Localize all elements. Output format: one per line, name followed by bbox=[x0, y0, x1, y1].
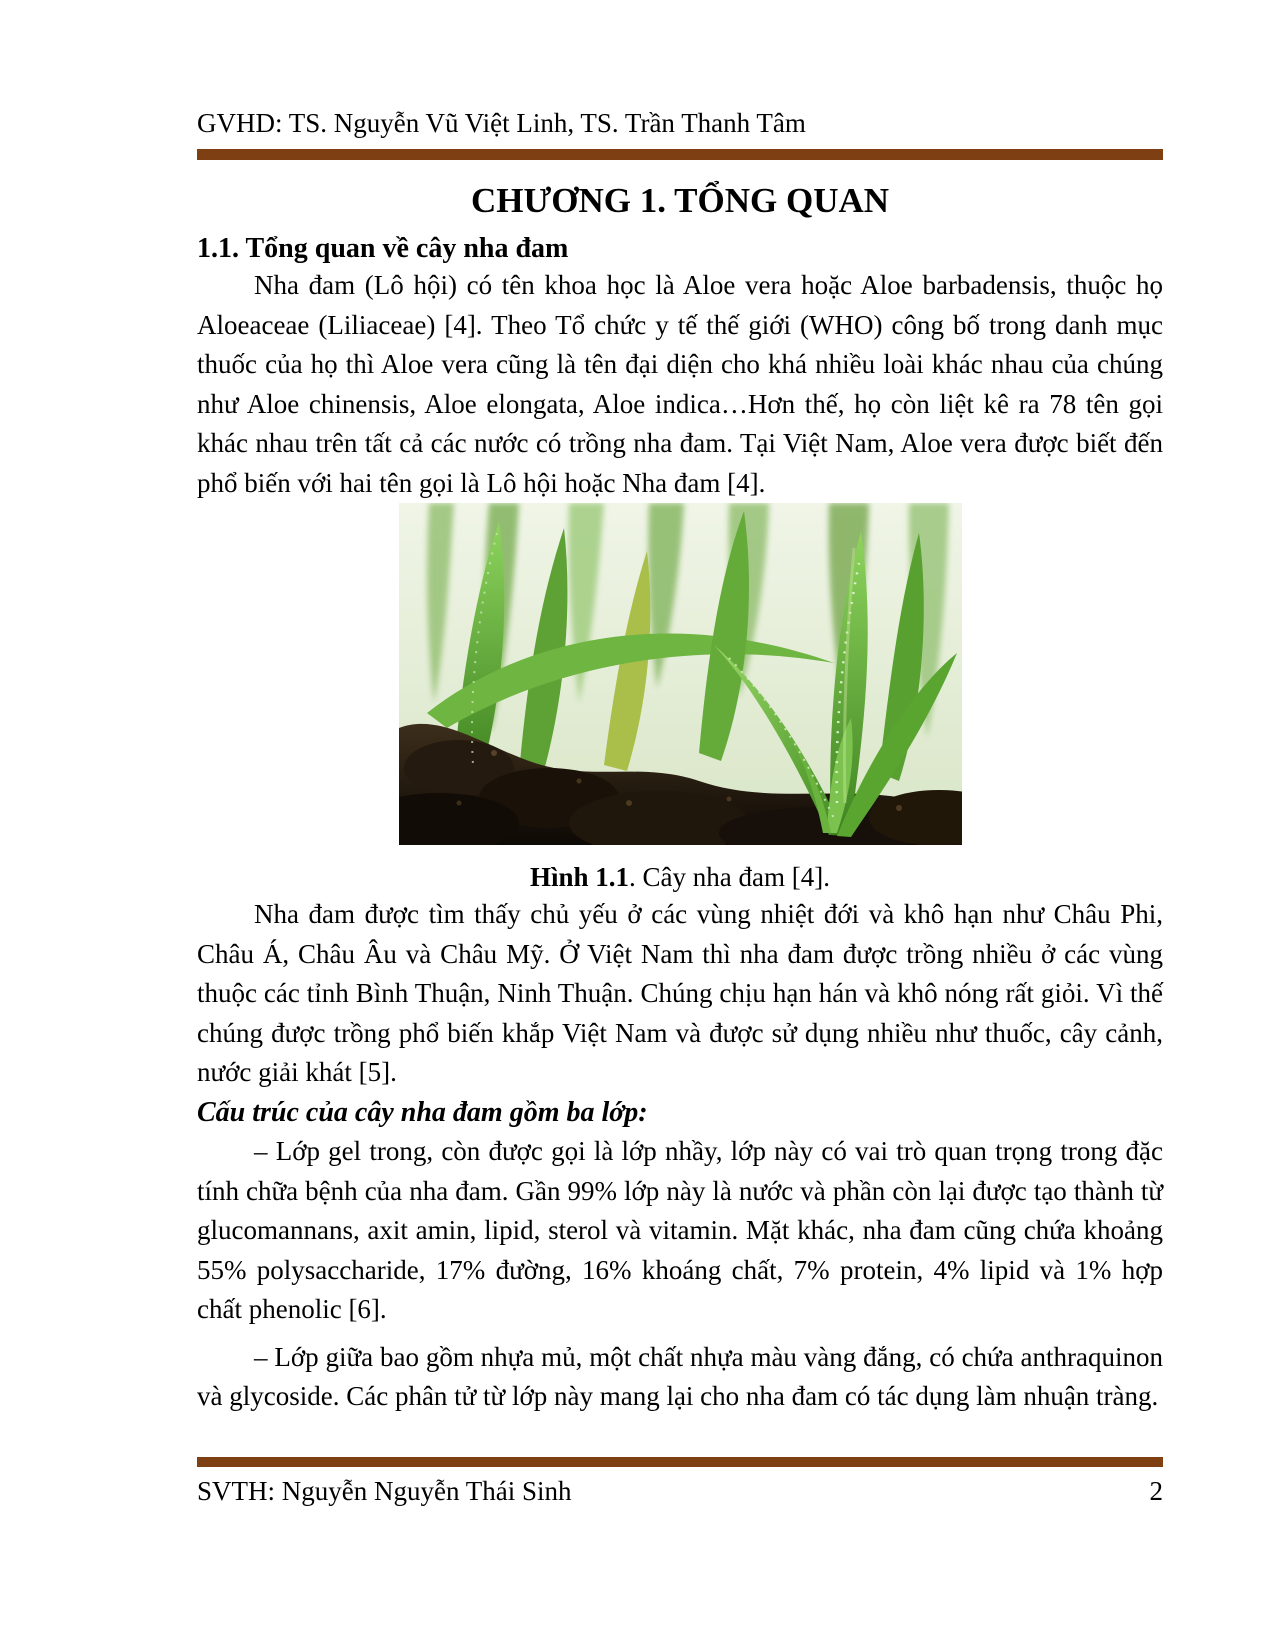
page-content bbox=[197, 106, 1163, 1417]
figure-caption-label: Hình 1.1 bbox=[530, 862, 630, 892]
page-number: 2 bbox=[1149, 1476, 1163, 1506]
page-header-supervisors: GVHD: TS. Nguyễn Vũ Việt Linh, TS. Trần Thanh Tâm bbox=[197, 108, 806, 138]
paragraph-aloe-intro: Nha đam (Lô hội) có tên khoa học là Aloe vera hoặc Aloe barbadensis, thuộc họ Aloeaceae (Liliaceae) [4]. Theo Tổ chức y tế thế giới (WHO) công bố trong danh mục thuốc của họ thì Aloe vera cũng là tên đại diện cho khá nhiều loài khác nhau của chúng như Aloe chinensis, Aloe elongata, Aloe indica…Hơn thế, họ còn liệt kê ra 78 tên gọi khác nhau trên tất cả các nước có trồng nha đam. Tại Việt Nam, Aloe vera được biết đến phổ biến với hai tên gọi là Lô hội hoặc Nha đam [4]. bbox=[197, 270, 1163, 498]
section-heading-1-1: 1.1. Tổng quan về cây nha đam bbox=[197, 233, 569, 264]
paragraph-gel-layer: – Lớp gel trong, còn được gọi là lớp nhầy, lớp này có vai trò quan trọng trong đặc tính chữa bệnh của nha đam. Gần 99% lớp này là nước và phần còn lại được tạo thành từ glucomannans, axit amin, lipid, sterol và vitamin. Mặt khác, nha đam cũng chứa khoảng 55% polysaccharide, 17% đường, 16% khoáng chất, 7% protein, 4% lipid và 1% hợp chất phenolic [6]. bbox=[197, 1136, 1163, 1324]
paragraph-latex-layer: – Lớp giữa bao gồm nhựa mủ, một chất nhựa màu vàng đắng, có chứa anthraquinon và glycoside. Các phân tử từ lớp này mang lại cho nha đam có tác dụng làm nhuận tràng. bbox=[197, 1341, 1163, 1411]
figure-caption-text: . Cây nha đam [4]. bbox=[629, 862, 830, 892]
subheading-structure: Cấu trúc của cây nha đam gồm ba lớp: bbox=[197, 1096, 648, 1128]
figure-caption bbox=[197, 860, 1163, 895]
page-footer bbox=[197, 1457, 1163, 1508]
paragraph-aloe-distribution: Nha đam được tìm thấy chủ yếu ở các vùng nhiệt đới và khô hạn như Châu Phi, Châu Á, Châu Âu và Châu Mỹ. Ở Việt Nam thì nha đam được trồng nhiều ở các vùng thuộc các tỉnh Bình Thuận, Ninh Thuận. Chúng chịu hạn hán và khô nóng rất giỏi. Vì thế chúng được trồng phổ biến khắp Việt Nam và được sử dụng nhiều như thuốc, cây cảnh, nước giải khát [5]. bbox=[197, 899, 1163, 1087]
chapter-title: CHƯƠNG 1. TỔNG QUAN bbox=[470, 181, 890, 220]
aloe-vera-photo bbox=[399, 503, 962, 845]
footer-rule bbox=[197, 1457, 1163, 1467]
footer-author: SVTH: Nguyễn Nguyễn Thái Sinh bbox=[197, 1476, 572, 1506]
header-rule bbox=[197, 149, 1163, 160]
figure-1-1 bbox=[197, 503, 1163, 845]
